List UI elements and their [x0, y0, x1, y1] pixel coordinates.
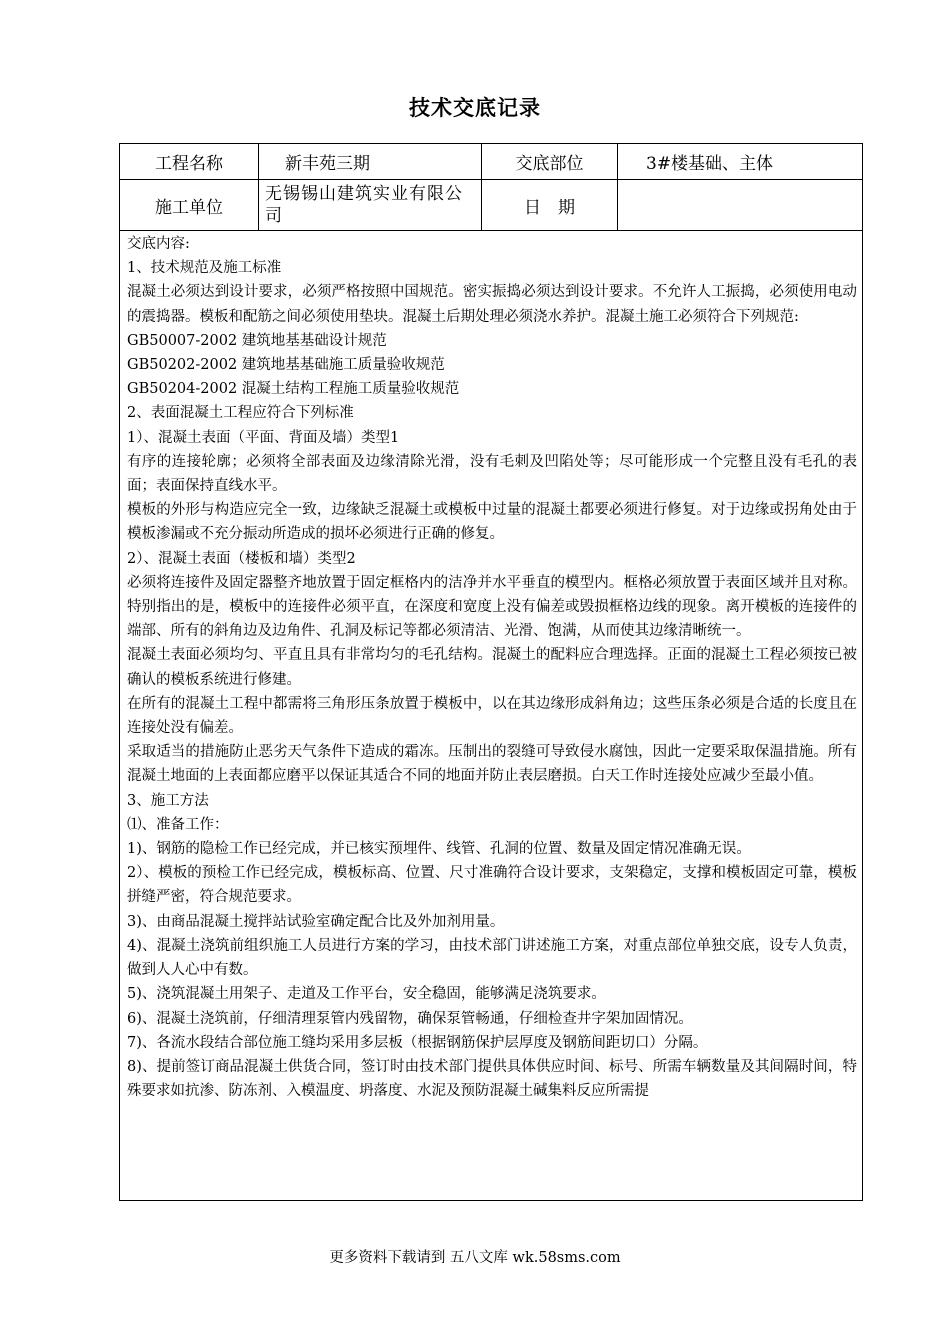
- content-paragraph: 必须将连接件及固定器整齐地放置于固定框格内的洁净并水平垂直的模型内。框格必须放置于表面区域并且对称。特别指出的是，模板中的连接件必须平直，在深度和宽度上没有偏差或毁损框格边线的现象。离开模板的连接件的端部、所有的斜角边及边角件、孔洞及标记等都必须清洁、光滑、饱满，从而使其边缘清晰统一。: [127, 574, 857, 640]
- content-paragraph: 7)、各流水段结合部位施工缝均采用多层板（根据钢筋保护层厚度及钢筋间距切口）分隔。: [127, 1034, 708, 1051]
- project-name-label: 工程名称: [120, 144, 259, 179]
- disclosure-table: [119, 143, 863, 1201]
- content-paragraph: GB50204-2002 混凝土结构工程施工质量验收规范: [127, 381, 460, 398]
- content-paragraph: 交底内容:: [127, 236, 190, 252]
- header-row-2: [120, 180, 862, 231]
- content-paragraph: 2）、模板的预检工作已经完成，模板标高、位置、尺寸准确符合设计要求，支架稳定，支撑和模板固定可靠，模板拼缝严密，符合规范要求。: [127, 865, 857, 906]
- content-paragraph: 在所有的混凝土工程中都需将三角形压条放置于模板中，以在其边缘形成斜角边；这些压条必须是合适的长度且在连接处没有偏差。: [127, 695, 857, 737]
- content-paragraph: 混凝土必须达到设计要求，必须严格按照中国规范。密实振捣必须达到设计要求。不允许人工振捣，必须使用电动的震捣器。模板和配筋之间必须使用垫块。混凝土后期处理必须浇水养护。混凝土施工必须符合下列规范:: [127, 284, 857, 325]
- footer-note: 更多资料下载请到 五八文库 wk.58sms.com: [329, 1250, 621, 1266]
- content-paragraph: 3、施工方法: [127, 792, 209, 809]
- disclosure-content: [127, 232, 857, 1103]
- position-label: 交底部位: [482, 144, 618, 179]
- content-paragraph: 2、表面混凝土工程应符合下列标准: [127, 405, 354, 422]
- content-paragraph: 采取适当的措施防止恶劣天气条件下造成的霜冻。压制出的裂缝可导致侵水腐蚀，因此一定要采取保温措施。所有混凝土地面的上表面都应磨平以保证其适合不同的地面并防止表层磨损。白天工作时连接处应减少至最小值。: [127, 744, 857, 785]
- date-label: 日 期: [482, 180, 618, 230]
- content-paragraph: 有序的连接轮廓；必须将全部表面及边缘清除光滑，没有毛刺及凹陷处等；尽可能形成一个完整且没有毛孔的表面；表面保持直线水平。: [127, 453, 857, 495]
- content-paragraph: 1、技术规范及施工标准: [127, 260, 282, 277]
- project-name-value: 新丰苑三期: [259, 144, 482, 179]
- content-paragraph: 2）、混凝土表面（楼板和墙）类型2: [127, 550, 356, 567]
- content-paragraph: 1）、混凝土表面（平面、背面及墙）类型1: [127, 429, 400, 446]
- content-paragraph: 3)、由商品混凝土搅拌站试验室确定配合比及外加剂用量。: [127, 913, 505, 930]
- header-row-1: [120, 144, 862, 180]
- content-paragraph: 8)、提前签订商品混凝土供货合同，签订时由技术部门提供具体供应时间、标号、所需车辆数量及其间隔时间，特殊要求如抗渗、防冻剂、入模温度、坍落度、水泥及预防混凝土碱集料反应所需提: [127, 1058, 857, 1100]
- content-paragraph: 5)、浇筑混凝土用架子、走道及工作平台，安全稳固，能够满足浇筑要求。: [127, 986, 606, 1003]
- content-paragraph: 模板的外形与构造应完全一致，边缘缺乏混凝土或模板中过量的混凝土都要必须进行修复。对于边缘或拐角处由于模板渗漏或不充分振动所造成的损坏必须进行正确的修复。: [127, 502, 857, 543]
- content-paragraph: GB50007-2002 建筑地基基础设计规范: [127, 332, 387, 349]
- document-title: 技术交底记录: [409, 96, 541, 120]
- position-value: 3#楼基础、主体: [646, 154, 774, 174]
- content-paragraph: 6)、混凝土浇筑前，仔细清理泵管内残留物，确保泵管畅通，仔细检查井字架加固情况。: [127, 1010, 693, 1027]
- content-paragraph: 4)、混凝土浇筑前组织施工人员进行方案的学习，由技术部门讲述施工方案，对重点部位单独交底，设专人负责，做到人人心中有数。: [127, 937, 857, 979]
- content-paragraph: 1)、钢筋的隐检工作已经完成，并已核实预埋件、线管、孔洞的位置、数量及固定情况准确无误。: [127, 841, 751, 858]
- content-paragraph: GB50202-2002 建筑地基基础施工质量验收规范: [127, 357, 445, 374]
- content-paragraph: ⑴、准备工作：: [127, 816, 229, 833]
- content-paragraph: 混凝土表面必须均匀、平直且具有非常均匀的毛孔结构。混凝土的配料应合理选择。正面的混凝土工程必须按已被确认的模板系统进行修建。: [127, 647, 857, 688]
- unit-label: 施工单位: [120, 180, 259, 230]
- date-value: [618, 180, 862, 230]
- unit-value: 无锡锡山建筑实业有限公司: [259, 180, 482, 230]
